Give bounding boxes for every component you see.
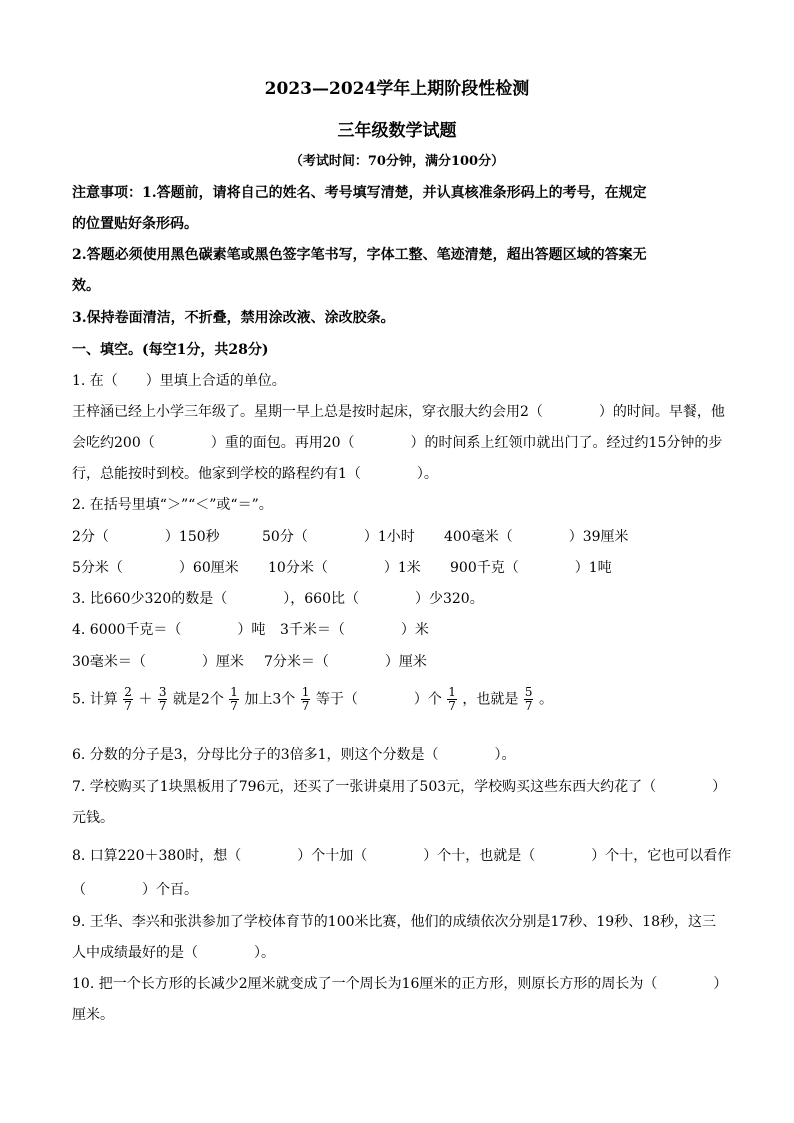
note-2-line-2: 效。 — [72, 278, 100, 294]
question-7-line-a: 7. 学校购买了1块黑板用了796元，还买了一张讲桌用了503元，学校购买这些东西大约花了（ ） — [72, 779, 727, 795]
question-5-text-4: 等于（ ）个 — [315, 691, 442, 708]
question-1-line-c: 行，总能按时到校。他家到学校的路程约有1（ ）。 — [72, 466, 438, 482]
question-2-item-3: 400毫米（ ）39厘米 — [444, 529, 629, 545]
fraction-1-7-a: $\frac{1}{7}$ — [230, 685, 238, 713]
fraction-1-7-b: $\frac{1}{7}$ — [301, 685, 310, 713]
question-1-line-a: 王梓涵已经上小学三年级了。星期一早上总是按时起床，穿衣服大约会用2（ ）的时间。早餐，他 — [72, 404, 725, 420]
question-8-line-b: （ ）个百。 — [72, 882, 198, 898]
fraction-3-7: $\frac{3}{7}$ — [158, 685, 167, 713]
page-title: 2023—2024学年上期阶段性检测 — [264, 79, 530, 99]
note-1-line-2: 的位置贴好条形码。 — [72, 216, 198, 232]
question-7-line-b: 元钱。 — [72, 810, 114, 826]
question-4-item-2: 3千米＝（ ）米 — [280, 622, 429, 638]
fraction-5-7: $\frac{5}{7}$ — [524, 685, 533, 713]
question-4-item-3: 30毫米＝（ ）厘米 — [72, 654, 244, 670]
question-2-item-1: 2分（ ）150秒 — [72, 529, 220, 545]
question-2-item-4: 5分米（ ）60厘米 — [72, 560, 239, 576]
fraction-1-7-c: $\frac{1}{7}$ — [448, 685, 456, 713]
note-1-line-1: 注意事项：1.答题前，请将自己的姓名、考号填写清楚，并认真核准条形码上的考号，在规定 — [72, 185, 647, 201]
note-2-line-1: 2.答题必须使用黑色碳素笔或黑色签字笔书写，字体工整、笔迹清楚，超出答题区域的答案无 — [72, 247, 647, 263]
question-2-item-5: 10分米（ ）1米 — [268, 560, 421, 576]
page-subtitle: 三年级数学试题 — [337, 121, 457, 141]
question-10-line-a: 10. 把一个长方形的长减少2厘米就变成了一个周长为16厘米的正方形，则原长方形的周长为（ ） — [72, 976, 728, 992]
question-4-item-4: 7分米＝（ ）厘米 — [264, 654, 427, 670]
question-9-line-a: 9. 王华、李兴和张洪参加了学校体育节的100米比赛，他们的成绩依次分别是17秒、19秒、18秒，这三 — [72, 914, 716, 930]
question-4-item-1: 4. 6000千克＝（ ）吨 — [72, 622, 266, 638]
question-6: 6. 分数的分子是3，分母比分子的3倍多1，则这个分数是（ ）。 — [72, 747, 516, 763]
question-5-text-5: ，也就是 — [462, 691, 519, 708]
question-10-line-b: 厘米。 — [72, 1007, 114, 1023]
fraction-2-7: $\frac{2}{7}$ — [124, 685, 132, 713]
section-heading: 一、填空。(每空1分，共28分) — [72, 342, 269, 358]
question-2: 2. 在括号里填“＞”“＜”或“＝”。 — [72, 497, 273, 513]
question-1: 1. 在（ ）里填上合适的单位。 — [72, 373, 286, 389]
question-2-item-2: 50分（ ）1小时 — [262, 529, 415, 545]
exam-info: （考试时间：70分钟，满分100分） — [289, 154, 505, 169]
question-5-text-1: 5. 计算 — [72, 691, 118, 708]
question-5-text-2: 就是2个 — [172, 691, 224, 708]
question-5-text-3: 加上3个 — [244, 691, 296, 708]
question-2-item-6: 900千克（ ）1吨 — [450, 560, 612, 576]
plus-sign: ＋ — [138, 691, 153, 708]
question-3: 3. 比660少320的数是（ ），660比（ ）少320。 — [72, 591, 484, 607]
question-5 — [72, 686, 553, 713]
question-9-line-b: 人中成绩最好的是（ ）。 — [72, 945, 275, 961]
note-3: 3.保持卷面清洁，不折叠，禁用涂改液、涂改胶条。 — [72, 310, 395, 326]
question-5-text-6: 。 — [538, 691, 553, 708]
question-8-line-a: 8. 口算220＋380时，想（ ）个十加（ ）个十，也就是（ ）个十，它也可以看作 — [72, 848, 732, 864]
question-1-line-b: 会吃约200（ ）重的面包。再用20（ ）的时间系上红领巾就出门了。经过约15分钟的步 — [72, 435, 723, 451]
